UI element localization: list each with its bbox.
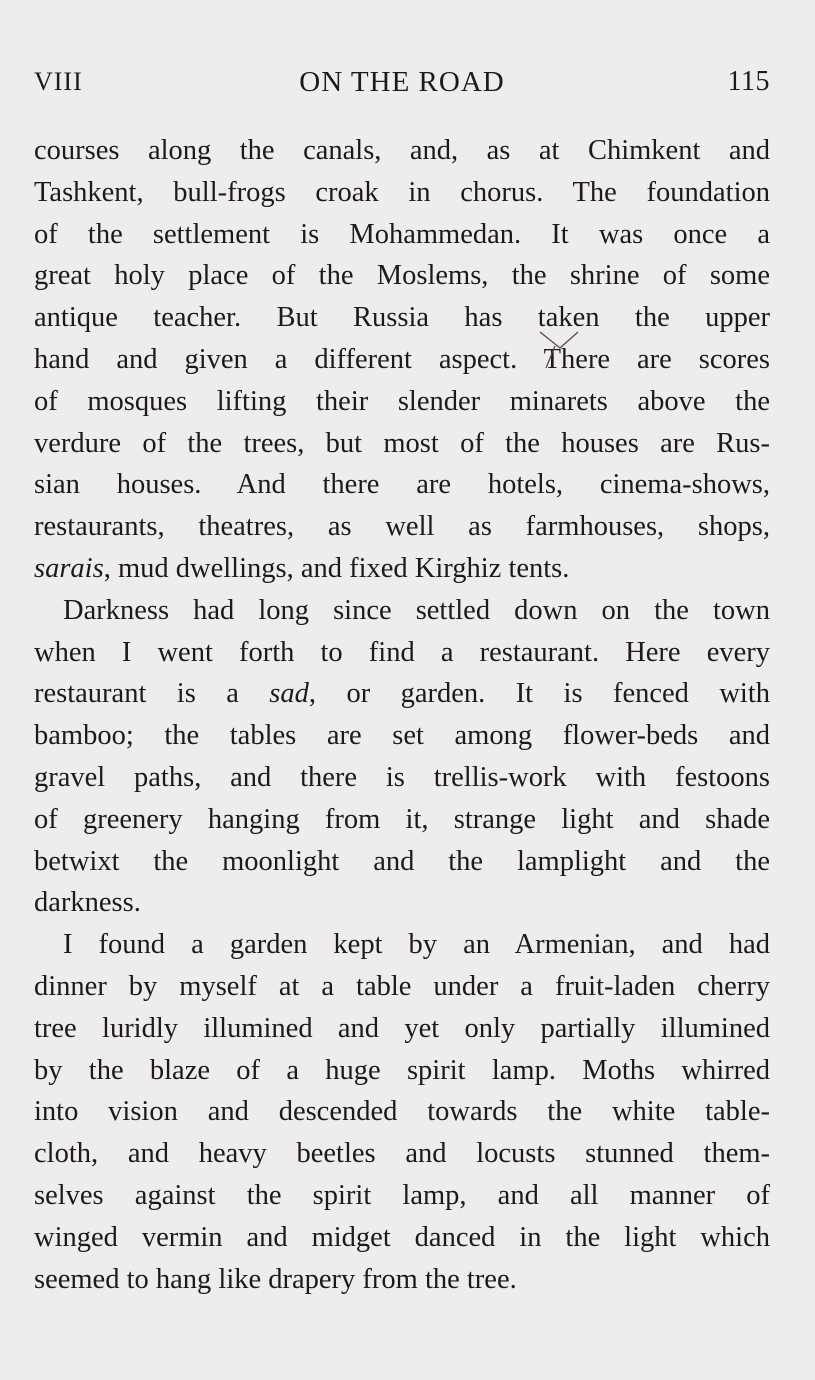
text-line: sian houses. And there are hotels, cinema-shows, [34,469,770,501]
paragraph-start-line: I found a garden kept by an Armenian, and had [63,929,770,961]
text-line: darkness. [34,887,141,919]
page-number: 115 [727,66,770,97]
text-line: restaurants, theatres, as well as farmhouses, shops, [34,511,770,543]
text-line: when I went forth to find a restaurant. Here every [34,636,770,668]
text-line: dinner by myself at a table under a fruit-laden cherry [34,970,770,1002]
text-line: Tashkent, bull-frogs croak in chorus. The foundation [34,176,770,208]
paragraph-start-line: Darkness had long since settled down on the town [63,594,770,626]
text-line: hand and given a different aspect. There are scores [34,343,770,375]
running-head [34,62,770,102]
text-line: of greenery hanging from it, strange light and shade [34,803,770,835]
text-line: gravel paths, and there is trellis-work with festoons [34,761,770,793]
body-text [34,130,770,1300]
text-line: cloth, and heavy beetles and locusts stunned them- [34,1138,770,1170]
text-line: betwixt the moonlight and the lamplight and the [34,845,770,877]
text-line: great holy place of the Moslems, the shrine of some [34,260,770,292]
text-line: restaurant is a sad, or garden. It is fenced with [34,678,770,710]
italic-word: sad [269,678,309,710]
text-line: selves against the spirit lamp, and all manner of [34,1179,770,1211]
text-line: bamboo; the tables are set among flower-beds and [34,720,770,752]
text-line: of the settlement is Mohammedan. It was once a [34,218,770,250]
text-line: tree luridly illumined and yet only partially illumined [34,1012,770,1044]
text-line: winged vermin and midget danced in the light which [34,1221,770,1253]
chapter-number: VIII [34,67,83,96]
text-line: courses along the canals, and, as at Chimkent and [34,135,770,166]
text-line: of mosques lifting their slender minarets above the [34,385,770,417]
running-title: ON THE ROAD [299,66,505,98]
text-line: antique teacher. But Russia has taken the upper [34,302,770,334]
text-line: sarais, mud dwellings, and fixed Kirghiz tents. [34,552,570,584]
text-line: by the blaze of a huge spirit lamp. Moths whirred [34,1054,770,1086]
text-line: verdure of the trees, but most of the houses are Rus- [34,427,770,459]
text-line: seemed to hang like drapery from the tree. [34,1263,517,1295]
text-line: into vision and descended towards the white table- [34,1096,770,1128]
italic-word: sarais [34,552,104,584]
